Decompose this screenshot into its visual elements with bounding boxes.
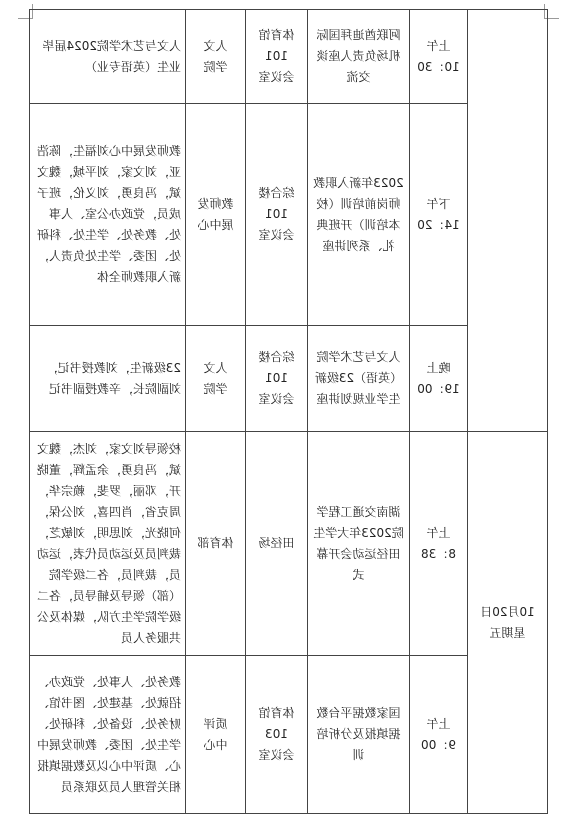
schedule-table [29, 9, 548, 814]
date-cell-blank [468, 10, 548, 432]
organizer-cell: 教师发 展中心 [186, 104, 246, 326]
location-cell: 田径场 [246, 432, 308, 656]
date-cell: 10月20日 星期五 [468, 432, 548, 814]
time-cell: 晚上 19：00 [410, 326, 468, 432]
people-cell: 校领导刘文家，刘杰，魏文斌，冯良勇，余孟辉，董晓开，邓丽，罗斐，赖宗华，周克省，肖四喜，刘公保，何晓光，刘思明，刘敏芝，裁判员及运动员代表，运动员，裁判员，各二级学院（部）领导及辅导员，各二级学院学生方队，媒体及公共服务人员 [30, 432, 186, 656]
location-cell: 综合楼 101 会议室 [246, 326, 308, 432]
people-cell: 人文与艺术学院2024届毕业生（英语专业） [30, 10, 186, 104]
time-cell: 上午 8：38 [410, 432, 468, 656]
content-cell: 阿联酋迪拜国际机场负责人座谈交流 [308, 10, 410, 104]
location-cell: 综合楼 101 会议室 [246, 104, 308, 326]
content-cell: 国家数据平台数据填报及分析培训 [308, 656, 410, 814]
people-cell: 23级新生，刘教授书记，刘副院长，辛教授副书记 [30, 326, 186, 432]
location-cell: 体育馆 103 会议室 [246, 656, 308, 814]
time-cell: 上午 9：00 [410, 656, 468, 814]
people-cell: 教务处、人事处、党政办、招就处、基建处、图书馆、财务处、设备处、科研处、学生处、团委、教师发展中心、质评中心以及数据填报相关管理人员及联系员 [30, 656, 186, 814]
content-cell: 2023年新入职教师岗前培训（校本培训）开班典礼、系列讲座 [308, 104, 410, 326]
time-cell: 上午 10：30 [410, 10, 468, 104]
table-row [30, 432, 548, 656]
people-cell: 教师发展中心刘福生，陈浩亚，刘文家，刘平城，魏文斌，冯良勇，刘义伦，班子成员，党政办公室、人事处、教务处、学生处、科研处、团委、学生处负责人，新入职教师全体 [30, 104, 186, 326]
organizer-cell: 质评 中心 [186, 656, 246, 814]
organizer-cell: 人文 学院 [186, 326, 246, 432]
content-cell: 湖南交通工程学院2023年大学生田径运动会开幕式 [308, 432, 410, 656]
content-cell: 人文与艺术学院（英语）23级新生学业规划讲座 [308, 326, 410, 432]
location-cell: 体育馆 101 会议室 [246, 10, 308, 104]
organizer-cell: 体育部 [186, 432, 246, 656]
organizer-cell: 人文 学院 [186, 10, 246, 104]
time-cell: 下午 14：20 [410, 104, 468, 326]
table-row [30, 10, 548, 104]
